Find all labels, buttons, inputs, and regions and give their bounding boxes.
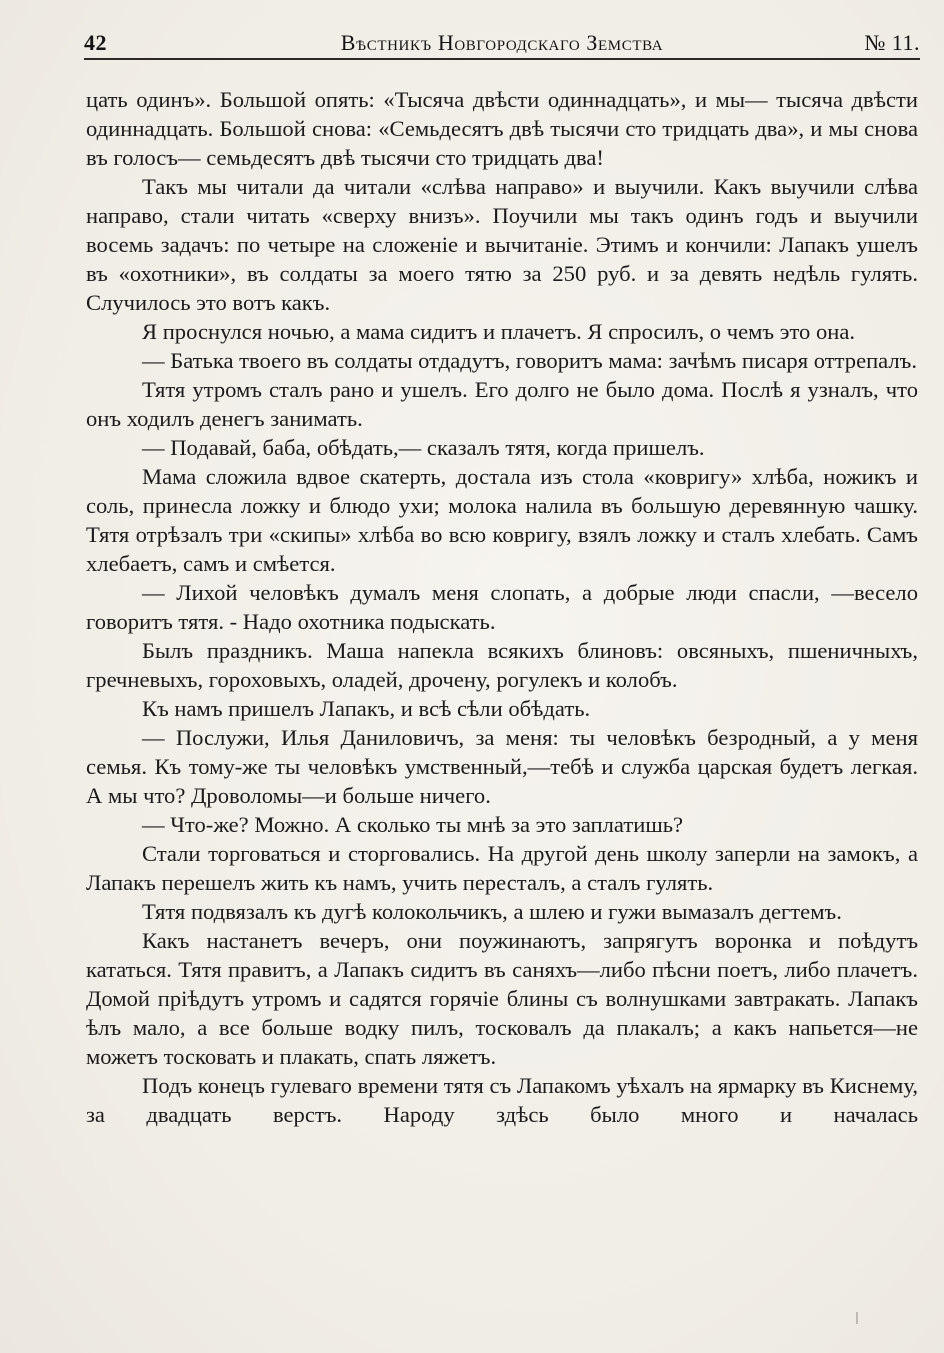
paragraph: — Послужи, Илья Даниловичъ, за меня: ты человѣкъ безродный, а у меня семья. Къ тому-же ты человѣкъ умственный,—тебѣ и служба царская будетъ легкая. А мы что? Дроволомы—и больше ничего. (86, 725, 918, 808)
paragraph: Тятя подвязалъ къ дугѣ колокольчикъ, а шлею и гужи вымазалъ дегтемъ. (142, 899, 842, 924)
page-number: 42 (84, 30, 107, 55)
paragraph: Мама сложила вдвое скатерть, достала изъ стола «ковригу» хлѣба, ножикъ и соль, принесла ложку и блюдо ухи; молока налила въ большую деревянную чашку. Тятя отрѣзалъ три «скипы» хлѣба во всю ковригу, взялъ ложку и сталъ хлебать. Самъ хлебаетъ, самъ и смѣется. (86, 464, 918, 576)
paragraph: Подъ конецъ гулеваго времени тятя съ Лапакомъ уѣхалъ на ярмарку въ Киснему, за двадцать верстъ. Народу здѣсь было много и началась (86, 1073, 918, 1127)
header-rule (84, 58, 920, 60)
paragraph: — Что-же? Можно. А сколько ты мнѣ за это заплатишь? (142, 812, 684, 837)
paragraph: Я проснулся ночью, а мама сидитъ и плачетъ. Я спросилъ, о чемъ это она. (142, 319, 856, 344)
paragraph: Какъ настанетъ вечеръ, они поужинаютъ, запрягутъ воронка и поѣдутъ кататься. Тятя правитъ, а Лапакъ сидитъ въ саняхъ—либо пѣсни поетъ, либо плачетъ. Домой пріѣдутъ утромъ и садятся горячіе блины съ волнушками завтракать. Лапакъ ѣлъ мало, а все больше водку пилъ, тосковалъ да плакалъ; а какъ напьется—не можетъ тосковать и плакать, спать ляжетъ. (86, 928, 918, 1069)
margin-mark (856, 1312, 858, 1324)
paragraph: — Лихой человѣкъ думалъ меня слопать, а добрые люди спасли, —весело говоритъ тятя. - Надо охотника подыскать. (86, 580, 918, 634)
paragraph: Такъ мы читали да читали «слѣва направо» и выучили. Какъ выучили слѣва направо, стали читать «сверху внизъ». Поучили мы такъ одинъ годъ и выучили восемь задачъ: по четыре на сложеніе и вычитаніе. Этимъ и кончили: Лапакъ ушелъ въ «охотники», въ солдаты за моего тятю за 250 руб. и за девять недѣль гулять. Случилось это вотъ какъ. (86, 174, 918, 315)
running-header (84, 28, 920, 58)
paragraph: — Батька твоего въ солдаты отдадутъ, говоритъ мама: зачѣмъ писаря оттрепалъ. (142, 348, 918, 373)
paragraph: — Подавай, баба, обѣдать,— сказалъ тятя, когда пришелъ. (142, 435, 705, 460)
paragraph: Тятя утромъ сталъ рано и ушелъ. Его долго не было дома. Послѣ я узналъ, что онъ ходилъ денегъ занимать. (86, 377, 918, 431)
paragraph: Стали торговаться и сторговались. На другой день школу заперли на замокъ, а Лапакъ перешелъ жить къ намъ, учить пересталъ, а сталъ гулять. (86, 841, 918, 895)
paragraph: Былъ праздникъ. Маша напекла всякихъ блиновъ: овсяныхъ, пшеничныхъ, гречневыхъ, гороховыхъ, оладей, дрочену, рогулекъ и колобъ. (86, 638, 918, 692)
body-text (86, 85, 918, 1129)
journal-title: Вѣстникъ Новгородскаго Земства (340, 30, 664, 55)
paragraph: цать одинъ». Большой опять: «Тысяча двѣсти одиннадцать», и мы— тысяча двѣсти одиннадцать. Большой снова: «Семьдесятъ двѣ тысячи сто тридцать два», и мы снова въ голосъ— семьдесятъ двѣ тысячи сто тридцать два! (86, 87, 918, 170)
paragraph: Къ намъ пришелъ Лапакъ, и всѣ сѣли обѣдать. (142, 696, 591, 721)
issue-number: № 11. (864, 30, 920, 55)
